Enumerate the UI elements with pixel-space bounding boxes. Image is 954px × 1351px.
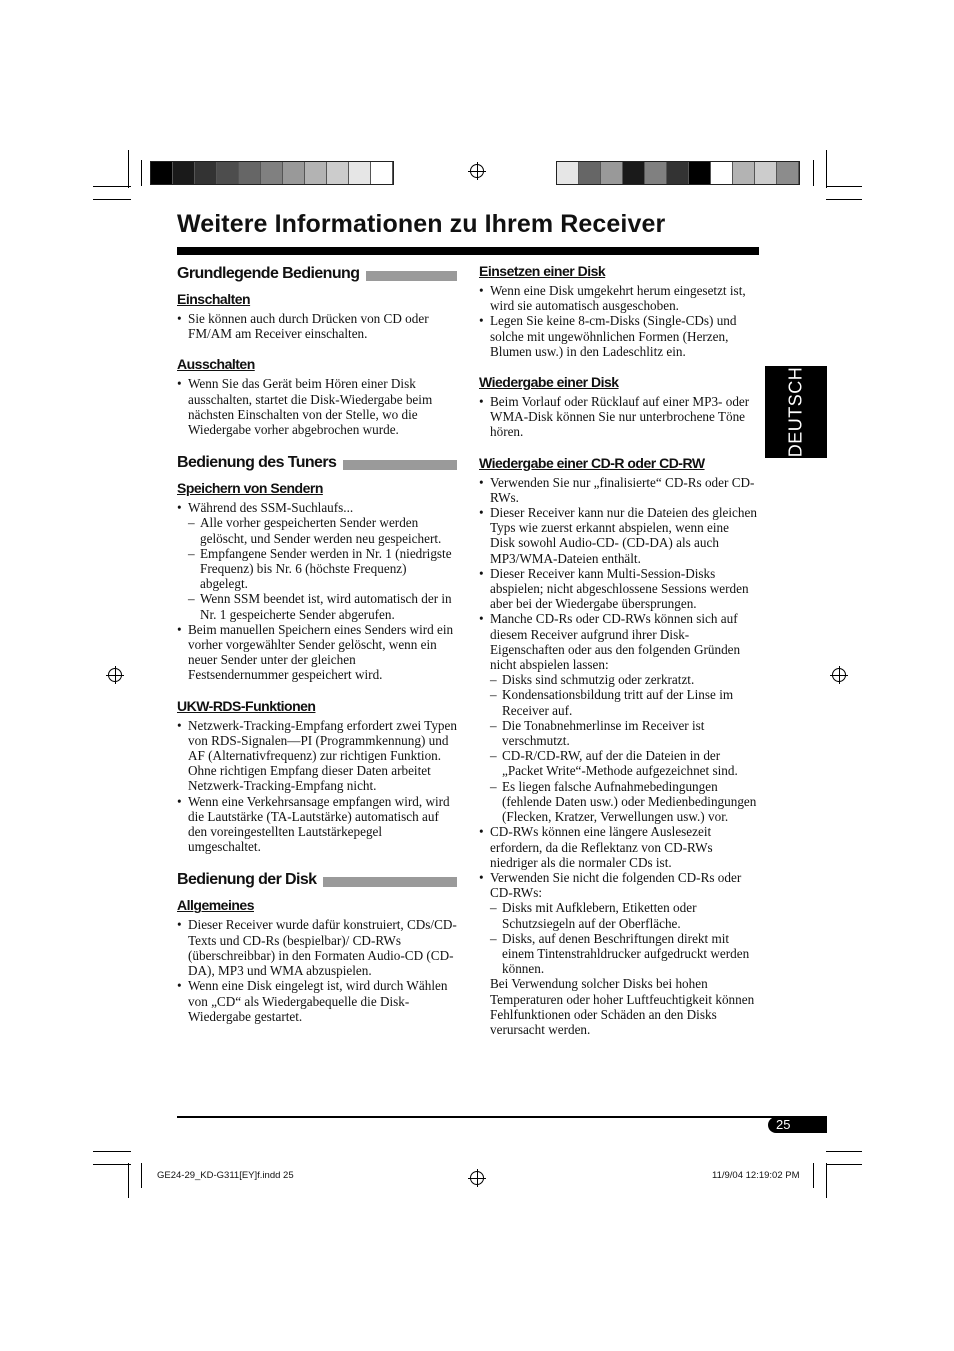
dash-item: – Die Tonabnehmerlinse im Receiver ist verschmutzt. — [490, 718, 757, 748]
subheading: Ausschalten — [177, 356, 255, 373]
color-swatch — [283, 162, 305, 184]
list-item — [177, 500, 457, 622]
list-item: • Legen Sie keine 8-cm-Disks (Single-CDs) und solche mit ungewöhnlichen Formen (Herzen, Blumen usw.) in den Ladeschlitz ein. — [479, 313, 757, 359]
bullet-list — [479, 283, 757, 359]
color-swatch — [733, 162, 755, 184]
color-swatch — [371, 162, 393, 184]
list-item-text: Während des SSM-Suchlaufs... — [188, 500, 354, 516]
color-swatch — [645, 162, 667, 184]
list-item: • Wenn Sie das Gerät beim Hören einer Disk ausschalten, startet die Disk-Wiedergabe beim nächsten Einschalten von der Stelle, wo die Wiedergabe vorher abgebrochen wurde. — [177, 376, 457, 437]
subheading: Allgemeines — [177, 897, 254, 914]
page-title: Weitere Informationen zu Ihrem Receiver — [177, 210, 666, 238]
color-swatch — [623, 162, 645, 184]
crop-mark — [826, 1151, 862, 1152]
color-swatch — [579, 162, 601, 184]
color-bar-left — [150, 161, 394, 185]
list-item: • Dieser Receiver wurde dafür konstruiert, CDs/CD-Texts und CD-Rs (bespielbar)/ CD-RWs (überschreibbar) in den Formaten Audio-CD (CD-DA), MP3 und WMA abzuspielen. — [177, 917, 457, 978]
color-swatch — [305, 162, 327, 184]
section-heading — [177, 870, 457, 890]
section-heading-text: Bedienung der Disk — [177, 871, 317, 889]
list-item: • Netzwerk-Tracking-Empfang erfordert zwei Typen von RDS-Signalen—PI (Programmkennung) und AF (Alternativfrequenz) zur richtigen Funktion. Ohne richtigen Empfang dieser Daten arbeitet Netzwerk-Tracking-Empfang nicht. — [177, 718, 457, 794]
dash-item: – Disks mit Aufklebern, Etiketten oder Schutzsiegeln auf der Oberfläche. — [490, 900, 757, 930]
list-item: • Dieser Receiver kann nur die Dateien des gleichen Typs wie zuerst erkannt abspielen, wenn eine Disk sowohl Audio-CD- (CD-DA) als auch MP3/WMA-Dateien enthält. — [479, 505, 757, 566]
color-swatch — [601, 162, 623, 184]
dash-list — [188, 515, 457, 621]
color-swatch — [557, 162, 579, 184]
heading-shade — [343, 460, 457, 470]
list-item-text: Manche CD-Rs oder CD-RWs können sich auf diesem Receiver aufgrund ihrer Disk-Eigenschaften oder aus den folgenden Gründen nicht abspielen lassen: — [490, 611, 741, 673]
crop-mark — [813, 160, 814, 186]
dash-list — [490, 672, 757, 824]
dash-item: – CD-R/CD-RW, auf der die Dateien in der „Packet Write“-Methode aufgezeichnet sind. — [490, 748, 757, 778]
list-item — [479, 870, 757, 1037]
list-item-text: Verwenden Sie nicht die folgenden CD-Rs oder CD-RWs: — [490, 869, 742, 901]
note-text: Bei Verwendung solcher Disks bei hohen Temperaturen oder hoher Luftfeuchtigkeit können Fehlfunktionen oder Schäden an den Disks verursacht werden. — [490, 976, 755, 1037]
section-heading-text: Grundlegende Bedienung — [177, 265, 360, 282]
crop-mark — [141, 1163, 142, 1188]
dash-item: – Wenn SSM beendet ist, wird automatisch der in Nr. 1 gespeicherte Sender abgerufen. — [188, 591, 457, 621]
color-swatch — [261, 162, 283, 184]
registration-mark-icon — [832, 668, 846, 682]
print-slug-left: GE24-29_KD-G311[EY]f.indd 25 — [157, 1170, 294, 1181]
crop-mark — [141, 160, 142, 186]
registration-mark-icon — [470, 1171, 484, 1185]
dash-item: – Alle vorher gespeicherten Sender werden gelöscht, und Sender werden neu gespeichert. — [188, 515, 457, 545]
color-bar-right — [556, 161, 800, 185]
subheading: UKW-RDS-Funktionen — [177, 697, 316, 714]
color-swatch — [327, 162, 349, 184]
bullet-list — [177, 718, 457, 855]
registration-mark-icon — [470, 164, 484, 178]
color-swatch — [239, 162, 261, 184]
crop-mark — [826, 150, 827, 188]
bullet-list — [177, 311, 457, 341]
subheading: Einsetzen einer Disk — [479, 263, 606, 279]
section-heading — [177, 264, 457, 284]
bullet-list — [479, 394, 757, 440]
color-swatch — [711, 162, 733, 184]
dash-item: – Disks sind schmutzig oder zerkratzt. — [490, 672, 757, 687]
subheading: Speichern von Sendern — [177, 480, 323, 497]
subheading: Wiedergabe einer CD-R oder CD-RW — [479, 454, 705, 471]
dash-item: – Kondensationsbildung tritt auf der Linse im Receiver auf. — [490, 687, 757, 717]
crop-mark — [813, 1163, 814, 1188]
list-item: • Verwenden Sie nur „finalisierte“ CD-Rs oder CD-RWs. — [479, 475, 757, 505]
bullet-list — [177, 376, 457, 437]
color-swatch — [777, 162, 799, 184]
color-swatch — [689, 162, 711, 184]
crop-mark — [93, 1164, 131, 1165]
right-column — [479, 262, 757, 1037]
color-swatch — [195, 162, 217, 184]
crop-mark — [93, 186, 131, 187]
subheading: Wiedergabe einer Disk — [479, 374, 619, 391]
list-item: • Sie können auch durch Drücken von CD oder FM/AM am Receiver einschalten. — [177, 311, 457, 341]
list-item: • Dieser Receiver kann Multi-Session-Disks abspielen; nicht abgeschlossene Sessions werden aber bei der Wiedergabe übersprungen. — [479, 566, 757, 612]
registration-mark-icon — [108, 668, 122, 682]
left-column — [177, 264, 457, 1024]
list-item: • Wenn eine Disk eingelegt ist, wird durch Wählen von „CD“ als Wiedergabequelle die Disk-Wiedergabe gestartet. — [177, 978, 457, 1024]
color-swatch — [349, 162, 371, 184]
color-swatch — [755, 162, 777, 184]
dash-item: – Empfangene Sender werden in Nr. 1 (niedrigste Frequenz) bis Nr. 6 (höchste Frequenz) abgelegt. — [188, 546, 457, 592]
color-swatch — [173, 162, 195, 184]
crop-mark — [93, 199, 131, 200]
crop-mark — [128, 150, 129, 188]
bullet-list — [177, 917, 457, 1023]
bullet-list — [479, 475, 757, 1038]
print-slug-right: 11/9/04 12:19:02 PM — [712, 1170, 800, 1181]
language-tab-label: DEUTSCH — [785, 366, 806, 458]
language-tab — [765, 366, 827, 458]
title-rule — [177, 247, 759, 255]
list-item: • CD-RWs können eine längere Auslesezeit erfordern, da die Reflektanz von CD-RWs niedriger als die normaler CDs ist. — [479, 824, 757, 870]
list-item — [479, 611, 757, 824]
crop-mark — [826, 186, 862, 187]
crop-mark — [128, 1163, 129, 1198]
page-number: 25 — [768, 1117, 827, 1133]
crop-mark — [93, 1151, 131, 1152]
list-item: • Beim manuellen Speichern eines Senders wird ein vorher vorgewählter Sender gelöscht, wenn ein neuer Sender unter der gleichen Festsendernummer gespeichert wird. — [177, 622, 457, 683]
color-swatch — [217, 162, 239, 184]
section-heading-text: Bedienung des Tuners — [177, 454, 337, 472]
crop-mark — [826, 199, 862, 200]
heading-shade — [366, 271, 457, 281]
section-heading — [177, 453, 457, 473]
crop-mark — [826, 1163, 827, 1198]
list-item: • Wenn eine Verkehrsansage empfangen wird, wird die Lautstärke (TA-Lautstärke) automatisch auf den voreingestellten Lautstärkepegel umgeschaltet. — [177, 794, 457, 855]
color-swatch — [667, 162, 689, 184]
subheading: Einschalten — [177, 291, 251, 307]
heading-shade — [323, 877, 457, 887]
dash-item: – Es liegen falsche Aufnahmebedingungen (fehlende Daten usw.) oder Medienbedingungen (Flecken, Kratzer, Verwellungen usw.) vor. — [490, 779, 757, 825]
dash-item: – Disks, auf denen Beschriftungen direkt mit einem Tintenstrahldrucker aufgedruckt werden können. — [490, 931, 757, 977]
list-item: • Wenn eine Disk umgekehrt herum eingesetzt ist, wird sie automatisch ausgeschoben. — [479, 283, 757, 313]
color-swatch — [151, 162, 173, 184]
list-item: • Beim Vorlauf oder Rücklauf auf einer MP3- oder WMA-Disk können Sie nur unterbrochene Töne hören. — [479, 394, 757, 440]
dash-list — [490, 900, 757, 976]
bullet-list — [177, 500, 457, 682]
crop-mark — [826, 1164, 862, 1165]
bottom-rule — [177, 1116, 827, 1118]
